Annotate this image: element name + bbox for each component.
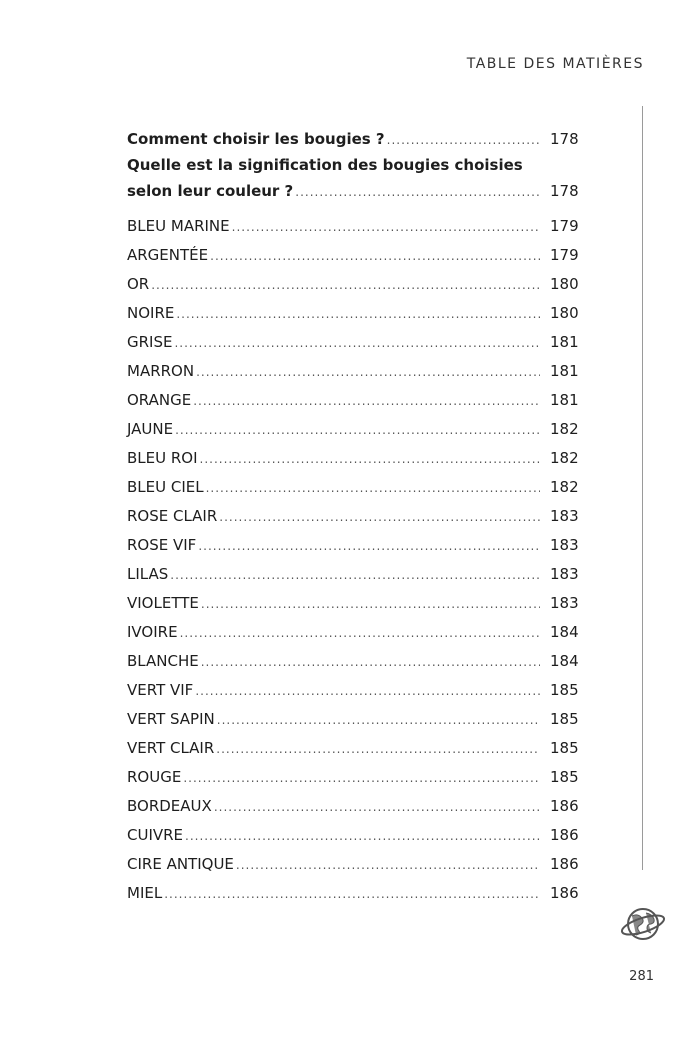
page-number: 281	[629, 969, 654, 984]
toc-entry-label: selon leur couleur ?	[127, 182, 294, 200]
toc-entry-row[interactable]	[127, 850, 578, 879]
toc-entry-row[interactable]	[127, 589, 578, 618]
vertical-rule	[642, 106, 643, 870]
toc-entry-label: ROSE VIF	[127, 536, 197, 554]
leader-dots	[206, 474, 540, 503]
leader-dots	[201, 648, 540, 677]
leader-dots	[193, 387, 540, 416]
toc-entry-page: 185	[550, 768, 579, 786]
toc-entry-row[interactable]	[127, 212, 578, 241]
toc-entry-label: VIOLETTE	[127, 594, 199, 612]
toc-entry-label: VERT SAPIN	[127, 710, 215, 728]
toc-entry-label: BLEU ROI	[127, 449, 198, 467]
toc-entry-row[interactable]	[127, 328, 578, 357]
toc-entry-page: 185	[550, 681, 579, 699]
table-of-contents	[127, 126, 578, 908]
toc-entry-label: MARRON	[127, 362, 195, 380]
leader-dots	[219, 503, 540, 532]
toc-entry-label: VERT CLAIR	[127, 739, 215, 757]
leader-dots	[196, 358, 540, 387]
leader-dots	[295, 179, 540, 205]
toc-intro-row[interactable]	[127, 126, 578, 152]
toc-entry-row[interactable]	[127, 676, 578, 705]
toc-entry-page: 181	[550, 362, 579, 380]
leader-dots	[164, 880, 540, 909]
toc-entry-page: 183	[550, 536, 579, 554]
toc-entry-page: 178	[550, 130, 579, 148]
toc-entry-row[interactable]	[127, 473, 578, 502]
toc-entry-row[interactable]	[127, 879, 578, 908]
toc-entry-label: ROUGE	[127, 768, 182, 786]
toc-entry-row[interactable]	[127, 531, 578, 560]
running-header: TABLE DES MATIÈRES	[466, 56, 644, 72]
toc-entry-row[interactable]	[127, 821, 578, 850]
toc-entry-row[interactable]	[127, 415, 578, 444]
leader-dots	[198, 532, 540, 561]
toc-entry-row[interactable]	[127, 560, 578, 589]
leader-dots	[174, 329, 540, 358]
toc-entry-page: 185	[550, 710, 579, 728]
leader-dots	[185, 822, 540, 851]
toc-entry-label: MIEL	[127, 884, 163, 902]
leader-dots	[151, 271, 540, 300]
toc-entry-label: Comment choisir les bougies ?	[127, 130, 385, 148]
leader-dots	[175, 416, 540, 445]
toc-entry-label: VERT VIF	[127, 681, 194, 699]
toc-entry-page: 186	[550, 826, 579, 844]
toc-entry-row[interactable]	[127, 734, 578, 763]
leader-dots	[232, 213, 540, 242]
toc-entry-page: 180	[550, 275, 579, 293]
toc-entry-page: 186	[550, 855, 579, 873]
toc-entry-row[interactable]	[127, 618, 578, 647]
leader-dots	[183, 764, 540, 793]
toc-entry-label: CUIVRE	[127, 826, 184, 844]
leader-dots	[176, 300, 540, 329]
leader-dots	[236, 851, 540, 880]
toc-entry-label: BLEU CIEL	[127, 478, 204, 496]
leader-dots	[200, 445, 540, 474]
toc-entry-list	[127, 212, 578, 908]
toc-entry-row[interactable]	[127, 647, 578, 676]
toc-entry-page: 183	[550, 507, 579, 525]
toc-entry-label: CIRE ANTIQUE	[127, 855, 234, 873]
toc-entry-page: 179	[550, 217, 579, 235]
toc-entry-label: BLEU MARINE	[127, 217, 230, 235]
toc-entry-page: 182	[550, 449, 579, 467]
toc-entry-page: 182	[550, 478, 579, 496]
toc-entry-page: 186	[550, 884, 579, 902]
toc-entry-label: GRISE	[127, 333, 173, 351]
toc-intro-row-line2[interactable]	[127, 178, 578, 204]
toc-entry-page: 179	[550, 246, 579, 264]
leader-dots	[170, 561, 540, 590]
toc-entry-page: 178	[550, 182, 579, 200]
toc-entry-page: 183	[550, 565, 579, 583]
leader-dots	[387, 127, 540, 153]
toc-entry-label: NOIRE	[127, 304, 175, 322]
toc-entry-row[interactable]	[127, 270, 578, 299]
leader-dots	[201, 590, 540, 619]
toc-entry-label: ARGENTÉE	[127, 246, 209, 264]
leader-dots	[210, 242, 540, 271]
toc-entry-row[interactable]	[127, 792, 578, 821]
toc-entry-page: 181	[550, 333, 579, 351]
toc-entry-row[interactable]	[127, 299, 578, 328]
toc-entry-row[interactable]	[127, 705, 578, 734]
toc-entry-page: 181	[550, 391, 579, 409]
toc-entry-row[interactable]	[127, 502, 578, 531]
toc-entry-page: 184	[550, 652, 579, 670]
toc-entry-label: IVOIRE	[127, 623, 178, 641]
globe-icon	[620, 904, 666, 944]
toc-entry-row[interactable]	[127, 386, 578, 415]
toc-entry-row[interactable]	[127, 444, 578, 473]
toc-entry-page: 184	[550, 623, 579, 641]
toc-entry-label: Quelle est la signification des bougies choisies	[127, 156, 523, 174]
toc-entry-page: 185	[550, 739, 579, 757]
toc-entry-label: ORANGE	[127, 391, 192, 409]
toc-entry-label: JAUNE	[127, 420, 174, 438]
toc-entry-row[interactable]	[127, 763, 578, 792]
toc-intro-row-line1[interactable]	[127, 152, 578, 178]
toc-entry-page: 180	[550, 304, 579, 322]
toc-entry-page: 182	[550, 420, 579, 438]
toc-entry-label: BLANCHE	[127, 652, 199, 670]
leader-dots	[180, 619, 540, 648]
toc-entry-page: 183	[550, 594, 579, 612]
leader-dots	[195, 677, 540, 706]
leader-dots	[214, 793, 540, 822]
toc-entry-page: 186	[550, 797, 579, 815]
leader-dots	[216, 735, 540, 764]
toc-entry-label: OR	[127, 275, 150, 293]
toc-entry-row[interactable]	[127, 357, 578, 386]
toc-entry-label: LILAS	[127, 565, 169, 583]
leader-dots	[217, 706, 540, 735]
toc-entry-label: BORDEAUX	[127, 797, 212, 815]
toc-entry-label: ROSE CLAIR	[127, 507, 218, 525]
toc-entry-row[interactable]	[127, 241, 578, 270]
